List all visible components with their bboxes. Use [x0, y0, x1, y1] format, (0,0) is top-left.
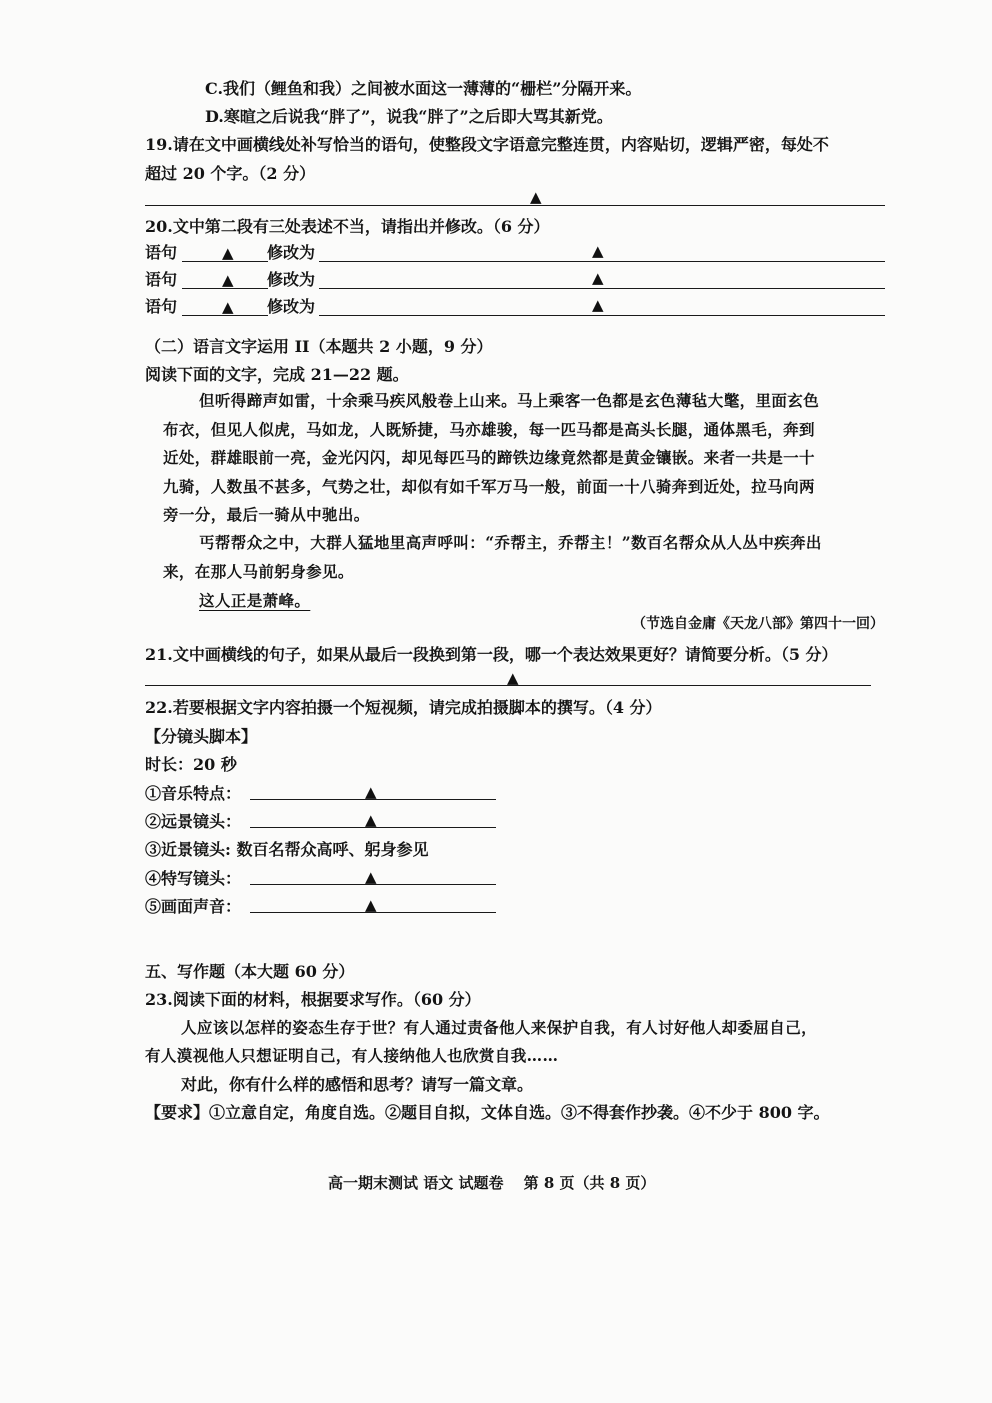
q20-label-sentence-3: 语句 [145, 297, 178, 316]
q20-label-modify-1: 修改为 [267, 243, 316, 262]
passage-source: （节选自金庸《天龙八部》第四十一回） [632, 616, 884, 632]
answer-marker-icon: ▲ [530, 188, 542, 206]
page-footer: 高一期末测试 语文 试题卷 第 8 页（共 8 页） [328, 1174, 656, 1192]
passage-line: 九骑，人数虽不甚多，气势之壮，却似有如千军万马一般，前面一十八骑奔到近处，拉马向两 [163, 477, 815, 496]
answer-marker-icon: ▲ [365, 868, 377, 886]
answer-marker-icon: ▲ [365, 783, 377, 801]
answer-marker-icon: ▲ [592, 296, 604, 314]
answer-marker-icon: ▲ [222, 271, 234, 289]
passage-line: 但听得蹄声如雷，十余乘马疾风般卷上山来。马上乘客一色都是玄色薄毡大氅，里面玄色 [199, 391, 820, 410]
option-d: D.寒暄之后说我“胖了”，说我“胖了”之后即大骂其新党。 [205, 107, 613, 126]
q19-text-line2: 超过 20 个字。（2 分） [145, 164, 316, 183]
q22-item-long-shot: ②远景镜头： [145, 812, 242, 831]
material-line: 有人漠视他人只想证明自己，有人接纳他人也欣赏自我…… [145, 1046, 559, 1065]
q20-modify-blank-1[interactable] [319, 261, 885, 262]
q20-text: 20.文中第二段有三处表述不当，请指出并修改。（6 分） [145, 217, 550, 236]
writing-prompt: 对此，你有什么样的感悟和思考？请写一篇文章。 [181, 1075, 534, 1094]
q20-label-modify-3: 修改为 [267, 297, 316, 316]
q22-item-close-shot: ③近景镜头: 数百名帮众高呼、躬身参见 [145, 840, 429, 859]
passage-line: 近处，群雄眼前一亮，金光闪闪，却见每匹马的蹄铁边缘竟然都是黄金镶嵌。来者一共是一十 [163, 448, 815, 467]
section5-heading: 五、写作题（本大题 60 分） [145, 962, 355, 981]
q20-modify-blank-3[interactable] [319, 315, 885, 316]
q22-item-music: ①音乐特点： [145, 784, 242, 803]
q19-text-line1: 19.请在文中画横线处补写恰当的语句，使整段文字语意完整连贯，内容贴切，逻辑严密，每处不 [145, 135, 829, 154]
q22-item-close-up: ④特写镜头： [145, 869, 242, 888]
q20-label-sentence-2: 语句 [145, 270, 178, 289]
q22-duration: 时长：20 秒 [145, 755, 237, 774]
passage-line: 布衣，但见人似虎，马如龙，人既矫捷，马亦雄骏，每一匹马都是高头长腿，通体黑毛，奔到 [163, 420, 815, 439]
q22-item-sound: ⑤画面声音： [145, 897, 242, 916]
q19-answer-line[interactable] [145, 205, 885, 206]
writing-requirement: 【要求】①立意自定，角度自选。②题目自拟，文体自选。③不得套作抄袭。④不少于 800 字。 [145, 1103, 830, 1122]
option-c: C.我们（鲤鱼和我）之间被水面这一薄薄的“栅栏”分隔开来。 [205, 79, 642, 98]
passage-line: 旁一分，最后一骑从中驰出。 [163, 505, 370, 524]
answer-marker-icon: ▲ [222, 298, 234, 316]
q21-answer-line[interactable] [145, 685, 871, 686]
q20-label-modify-2: 修改为 [267, 270, 316, 289]
q21-text: 21.文中画横线的句子，如果从最后一段换到第一段，哪一个表达效果更好？请简要分析。（5 分） [145, 645, 838, 664]
answer-marker-icon: ▲ [507, 669, 519, 687]
q22-text: 22.若要根据文字内容拍摄一个短视频，请完成拍摄脚本的撰写。（4 分） [145, 698, 662, 717]
section2-heading: （二）语言文字运用 II（本题共 2 小题，9 分） [145, 337, 493, 356]
q20-label-sentence-1: 语句 [145, 243, 178, 262]
q23-text: 23.阅读下面的材料，根据要求写作。（60 分） [145, 990, 481, 1009]
passage-underlined-sentence: 这人正是萧峰。 [199, 591, 311, 610]
answer-marker-icon: ▲ [365, 896, 377, 914]
answer-marker-icon: ▲ [365, 811, 377, 829]
answer-marker-icon: ▲ [222, 244, 234, 262]
answer-marker-icon: ▲ [592, 269, 604, 287]
q20-modify-blank-2[interactable] [319, 288, 885, 289]
section2-instruction: 阅读下面的文字，完成 21—22 题。 [145, 365, 409, 384]
q22-script-title: 【分镜头脚本】 [145, 727, 258, 746]
material-line: 人应该以怎样的姿态生存于世？有人通过责备他人来保护自我，有人讨好他人却委屈自己， [181, 1018, 818, 1037]
passage-line: 丐帮帮众之中，大群人猛地里高声呼叫：“乔帮主，乔帮主！”数百名帮众从人丛中疾奔出 [199, 533, 822, 552]
passage-line: 来，在那人马前躬身参见。 [163, 562, 354, 581]
answer-marker-icon: ▲ [592, 242, 604, 260]
